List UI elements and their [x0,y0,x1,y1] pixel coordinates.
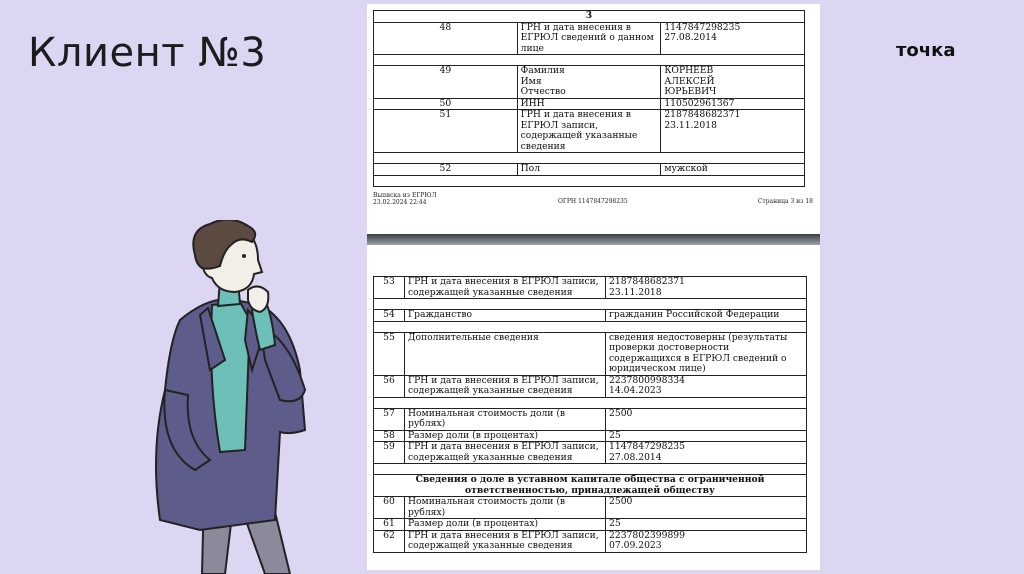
spacer-row [374,299,807,310]
field-value: 2500 [606,497,807,519]
spacer-row [374,321,807,332]
table-row [374,66,805,99]
row-number: 52 [374,164,518,176]
field-value: 25 [606,519,807,531]
row-number: 56 [374,375,405,397]
field-value: гражданин Российской Федерации [606,310,807,322]
table-row [374,530,807,552]
spacer-cell [374,175,805,186]
spacer-row [374,464,807,475]
slide-title: Клиент №3 [28,30,267,76]
field-value: 2237802399899 07.09.2023 [606,530,807,552]
table-row [374,375,807,397]
thinking-man-illustration [140,220,340,574]
field-name: Фамилия Имя Отчество [517,66,661,99]
table-row [374,22,805,55]
field-name: Гражданство [405,310,606,322]
spacer-cell [374,464,807,475]
table-row [374,408,807,430]
spacer-cell [374,55,805,66]
table-row [374,497,807,519]
field-name: Номинальная стоимость доли (в рублях) [405,497,606,519]
row-number: 55 [374,332,405,375]
section-title: Сведения о доле в уставном капитале общества с ограниченной ответственностью, принадлежащей обществу [374,475,807,497]
table-row [374,332,807,375]
field-value: 2187848682371 23.11.2018 [606,277,807,299]
field-name: Пол [517,164,661,176]
spacer-row [374,153,805,164]
section-title: 3 [374,11,805,23]
table-row [374,310,807,322]
field-value: 1147847298235 27.08.2014 [606,442,807,464]
field-name: ГРН и дата внесения в ЕГРЮЛ записи, содержащей указанные сведения [405,375,606,397]
spacer-cell [374,397,807,408]
table-row [374,164,805,176]
row-number: 51 [374,110,518,153]
footer-datetime: 23.02.2024 22:44 [373,199,427,206]
row-number: 60 [374,497,405,519]
field-value: 2500 [606,408,807,430]
row-number: 50 [374,98,518,110]
spacer-cell [374,153,805,164]
field-value: 1147847298235 27.08.2014 [661,22,805,55]
field-value: 2187848682371 23.11.2018 [661,110,805,153]
row-number: 59 [374,442,405,464]
row-number: 62 [374,530,405,552]
field-name: ГРН и дата внесения в ЕГРЮЛ сведений о данном лице [517,22,661,55]
table-row [374,98,805,110]
spacer-row [374,175,805,186]
spacer-row [374,55,805,66]
field-name: ГРН и дата внесения в ЕГРЮЛ записи, содержащей указанные сведения [405,442,606,464]
egrul-table-page4 [373,276,807,553]
footer-doc-name: Выписка из ЕГРЮЛ [373,192,437,199]
field-value: 25 [606,430,807,442]
egrul-table-page3 [373,10,805,187]
spacer-cell [374,299,807,310]
spacer-cell [374,321,807,332]
footer-ogrn: ОГРН 1147847298235 [558,198,628,205]
field-value: 110502961367 [661,98,805,110]
field-name: Размер доли (в процентах) [405,430,606,442]
table-row [374,519,807,531]
field-name: Дополнительные сведения [405,332,606,375]
row-number: 54 [374,310,405,322]
field-value: сведения недостоверны (результаты проверки достоверности содержащихся в ЕГРЮЛ сведений о юридическом лице) [606,332,807,375]
row-number: 57 [374,408,405,430]
field-value: КОРНЕЕВ АЛЕКСЕЙ ЮРЬЕВИЧ [661,66,805,99]
table-row [374,110,805,153]
table-row [374,430,807,442]
field-value: мужской [661,164,805,176]
table-row [374,442,807,464]
table-row [374,277,807,299]
field-name: ГРН и дата внесения в ЕГРЮЛ записи, содержащей указанные сведения [405,530,606,552]
field-name: ГРН и дата внесения в ЕГРЮЛ записи, содержащей указанные сведения [517,110,661,153]
page-divider [367,234,820,245]
field-name: Номинальная стоимость доли (в рублях) [405,408,606,430]
row-number: 58 [374,430,405,442]
brand-logo: точка [896,40,956,61]
row-number: 61 [374,519,405,531]
row-number: 49 [374,66,518,99]
row-number: 48 [374,22,518,55]
spacer-row [374,397,807,408]
document-scan [367,4,820,570]
field-name: ГРН и дата внесения в ЕГРЮЛ записи, содержащей указанные сведения [405,277,606,299]
section-header-row [374,475,807,497]
field-name: ИНН [517,98,661,110]
field-value: 2237800998334 14.04.2023 [606,375,807,397]
row-number: 53 [374,277,405,299]
field-name: Размер доли (в процентах) [405,519,606,531]
footer-page-number: Страница 3 из 18 [757,198,813,205]
section-header-row [374,11,805,23]
